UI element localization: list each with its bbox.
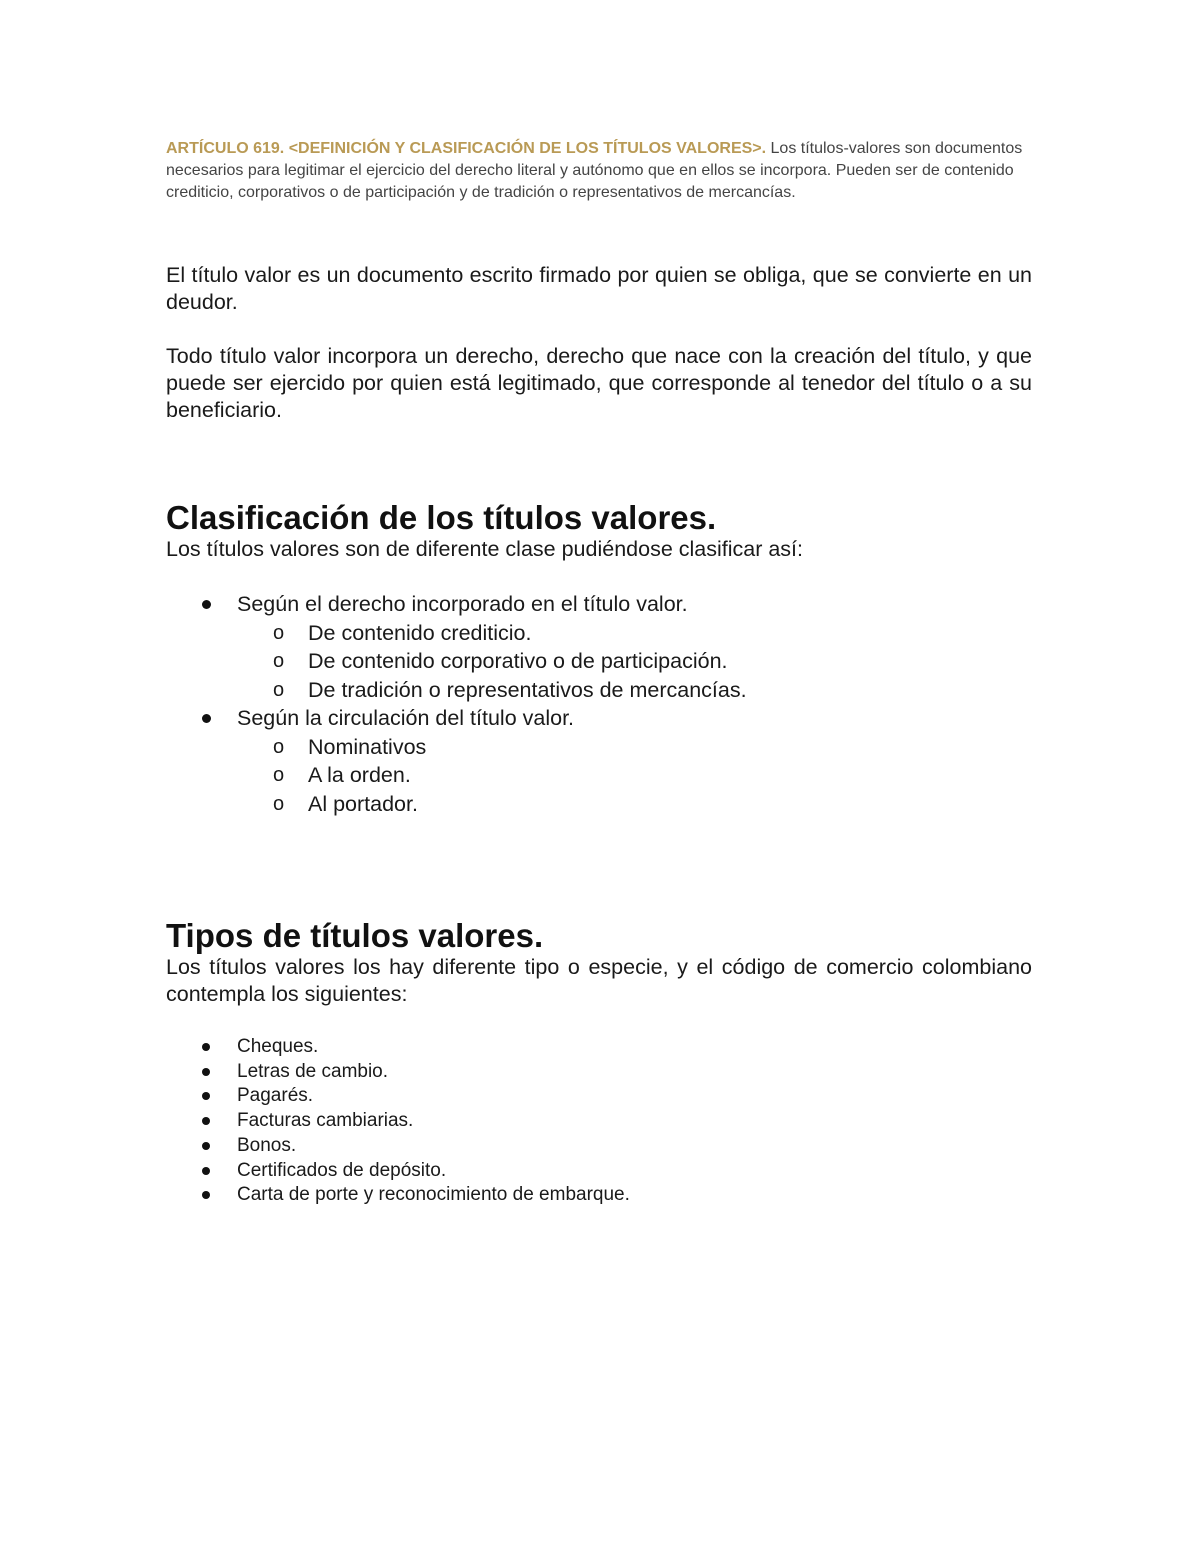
sub-item-label: De tradición o representativos de mercancías. (308, 677, 747, 702)
article-619 (166, 138, 1032, 204)
classification-intro: Los títulos valores son de diferente clase pudiéndose clasificar así: (166, 537, 804, 561)
type-label: Letras de cambio. (237, 1060, 389, 1082)
types-intro: Los títulos valores los hay diferente tipo o especie, y el código de comercio colombiano contempla los siguientes: (166, 955, 1032, 1006)
bullet-icon (202, 1092, 210, 1100)
type-label: Pagarés. (237, 1085, 314, 1107)
list-item (166, 704, 1032, 733)
sub-list (237, 733, 1032, 819)
list-item (166, 1060, 1032, 1085)
list-item (166, 1134, 1032, 1159)
sub-list-item (237, 647, 1032, 676)
list-item (166, 1084, 1032, 1109)
circle-bullet-icon: o (273, 735, 285, 758)
article-text: Los títulos-valores son documentos necesarios para legitimar el ejercicio del derecho literal y autónomo que en ellos se incorpora. Pueden ser de contenido crediticio, corporativos o de participación y de tradición o representativos de mercancías. (166, 140, 1023, 201)
list-item (166, 590, 1032, 619)
sub-list-item (237, 790, 1032, 819)
sub-list (237, 619, 1032, 705)
sub-item-label: De contenido crediticio. (308, 620, 532, 645)
bullet-icon (202, 1043, 210, 1051)
list-item (166, 1035, 1032, 1060)
list-item (166, 733, 1032, 819)
type-label: Cheques. (237, 1036, 319, 1057)
type-label: Bonos. (237, 1134, 297, 1156)
sub-item-label: De contenido corporativo o de participación. (308, 649, 728, 673)
group-label: Según la circulación del título valor. (237, 706, 575, 730)
sub-list-item (237, 733, 1032, 762)
bullet-icon (202, 1191, 210, 1199)
sub-item-label: Al portador. (308, 791, 418, 816)
classification-heading: Clasificación de los títulos valores. (166, 499, 717, 536)
list-item (166, 1183, 1032, 1208)
bullet-icon (202, 600, 211, 609)
paragraph-definition: El título valor es un documento escrito firmado por quien se obliga, que se convierte en un deudor. (166, 263, 1032, 314)
list-item (166, 619, 1032, 705)
circle-bullet-icon: o (273, 678, 285, 701)
article-heading: ARTÍCULO 619. <DEFINICIÓN Y CLASIFICACIÓN DE LOS TÍTULOS VALORES>. (166, 140, 767, 157)
circle-bullet-icon: o (273, 621, 285, 644)
sub-list-item (237, 761, 1032, 790)
sub-list-item (237, 676, 1032, 705)
document-content (166, 138, 1032, 1208)
circle-bullet-icon: o (273, 650, 285, 672)
bullet-icon (202, 1068, 210, 1076)
types-heading: Tipos de títulos valores. (166, 917, 544, 954)
type-label: Facturas cambiarias. (237, 1110, 414, 1132)
types-list (166, 1035, 1032, 1208)
sub-list-item (237, 619, 1032, 648)
bullet-icon (202, 1117, 210, 1125)
sub-item-label: Nominativos (308, 734, 427, 759)
circle-bullet-icon: o (273, 764, 285, 786)
list-item (166, 1109, 1032, 1134)
bullet-icon (202, 714, 211, 723)
paragraph-derecho: Todo título valor incorpora un derecho, derecho que nace con la creación del título, y que puede ser ejercido por quien está legitimado, que corresponde al tenedor del título o a su beneficiario. (166, 344, 1032, 422)
type-label: Certificados de depósito. (237, 1159, 447, 1181)
bullet-icon (202, 1142, 210, 1150)
bullet-icon (202, 1167, 210, 1175)
sub-item-label: A la orden. (308, 763, 411, 787)
group-label: Según el derecho incorporado en el título valor. (237, 592, 688, 616)
classification-list (166, 590, 1032, 818)
circle-bullet-icon: o (273, 792, 285, 815)
list-item (166, 1159, 1032, 1184)
type-label: Carta de porte y reconocimiento de embarque. (237, 1184, 630, 1206)
